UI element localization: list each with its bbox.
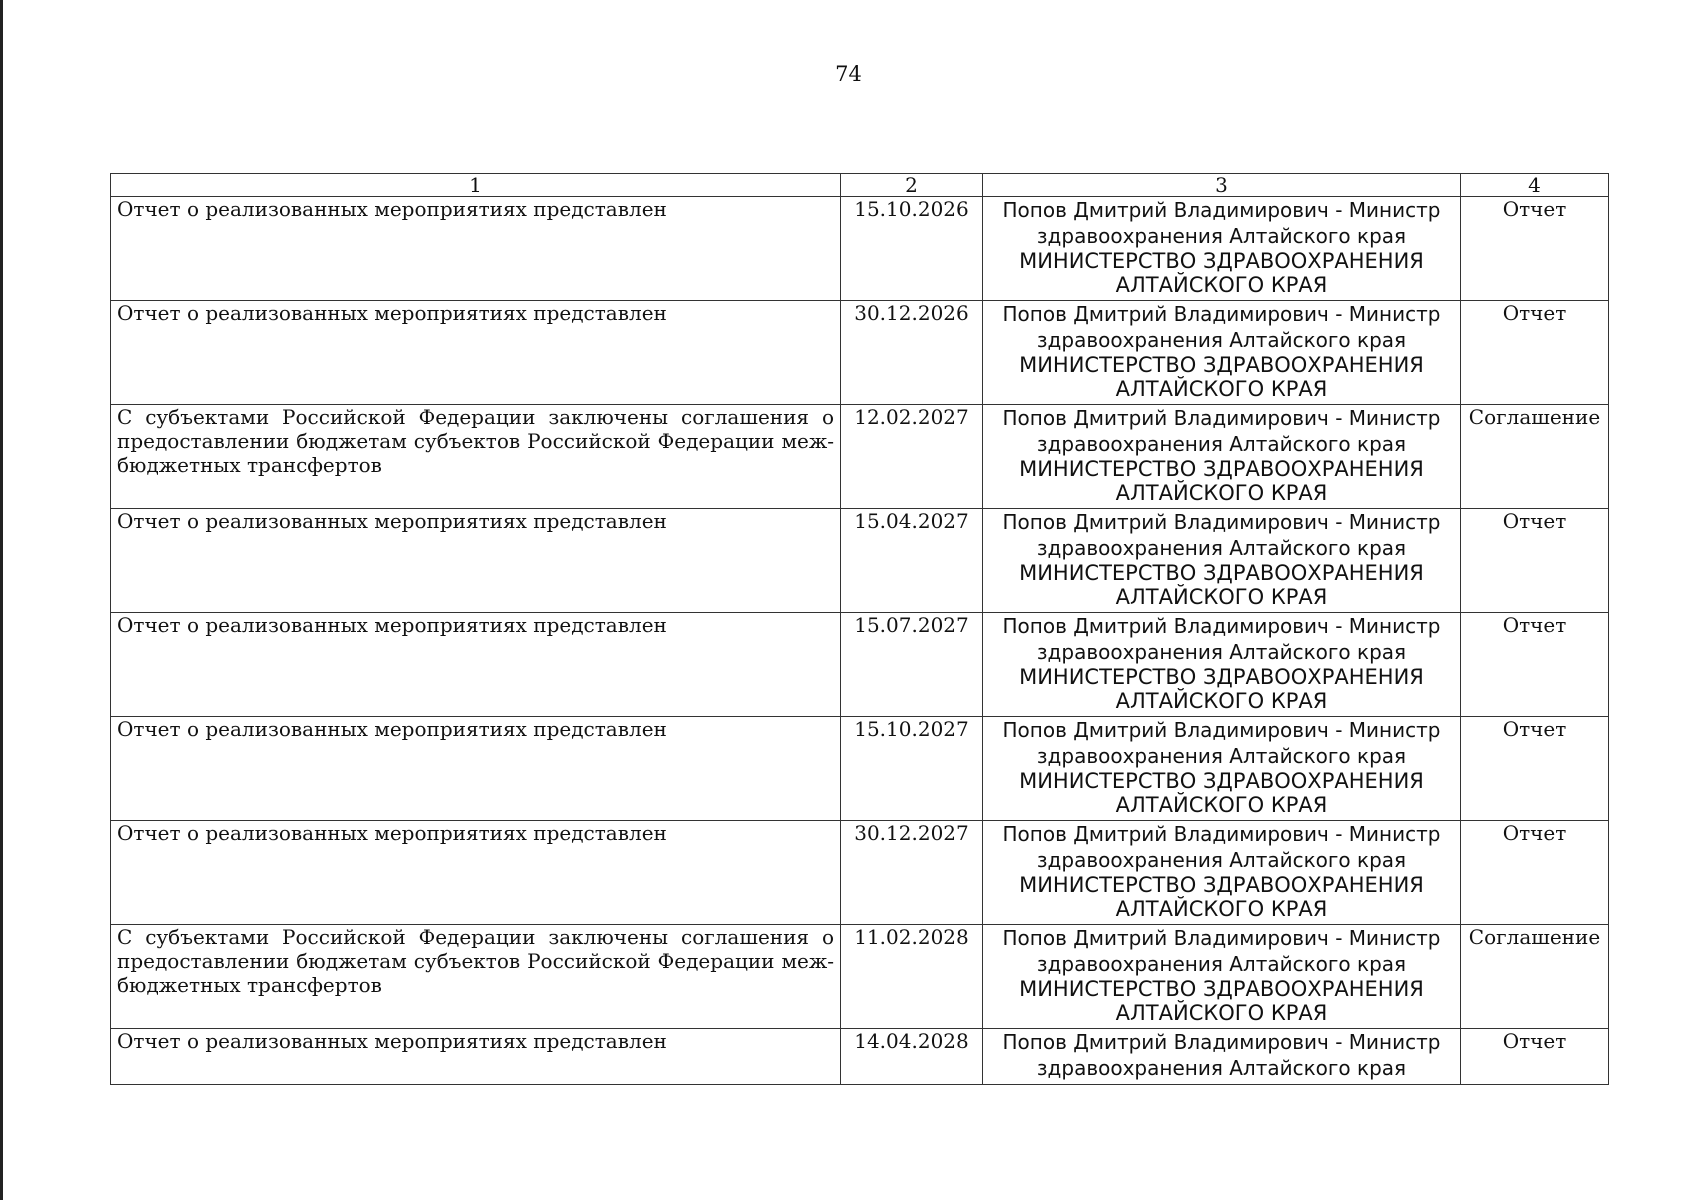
responsible-person: Попов Дмитрий Владимирович - Министр здравоохранения Алтайского края bbox=[1002, 926, 1441, 976]
responsible-cell bbox=[983, 405, 1461, 509]
event-cell: Отчет о реализованных мероприятиях представлен bbox=[111, 1029, 841, 1085]
date-cell: 30.12.2027 bbox=[841, 821, 983, 925]
table-row bbox=[111, 717, 1609, 821]
document-type-cell: Отчет bbox=[1461, 301, 1609, 405]
responsible-person: Попов Дмитрий Владимирович - Министр здравоохранения Алтайского края bbox=[1002, 302, 1441, 352]
date-cell: 12.02.2027 bbox=[841, 405, 983, 509]
event-cell: Отчет о реализованных мероприятиях представлен bbox=[111, 197, 841, 301]
document-type-cell: Соглашение bbox=[1461, 405, 1609, 509]
responsible-cell bbox=[983, 1029, 1461, 1085]
event-cell: Отчет о реализованных мероприятиях представлен bbox=[111, 613, 841, 717]
responsible-cell bbox=[983, 197, 1461, 301]
responsible-organization: МИНИСТЕРСТВО ЗДРАВООХРАНЕНИЯ АЛТАЙСКОГО КРАЯ bbox=[1019, 561, 1424, 609]
responsible-cell bbox=[983, 509, 1461, 613]
responsible-person: Попов Дмитрий Владимирович - Министр здравоохранения Алтайского края bbox=[1002, 406, 1441, 456]
responsible-person: Попов Дмитрий Владимирович - Министр здравоохранения Алтайского края bbox=[1002, 198, 1441, 248]
date-cell: 15.07.2027 bbox=[841, 613, 983, 717]
page-number: 74 bbox=[835, 62, 862, 86]
date-cell: 15.10.2026 bbox=[841, 197, 983, 301]
responsible-organization: МИНИСТЕРСТВО ЗДРАВООХРАНЕНИЯ АЛТАЙСКОГО КРАЯ bbox=[1019, 873, 1424, 921]
table-row bbox=[111, 301, 1609, 405]
table-row bbox=[111, 821, 1609, 925]
responsible-cell bbox=[983, 301, 1461, 405]
event-cell: Отчет о реализованных мероприятиях представлен bbox=[111, 821, 841, 925]
responsible-organization: МИНИСТЕРСТВО ЗДРАВООХРАНЕНИЯ АЛТАЙСКОГО КРАЯ bbox=[1019, 353, 1424, 401]
event-cell: Отчет о реализованных мероприятиях представлен bbox=[111, 717, 841, 821]
header-cell: 1 bbox=[111, 174, 841, 197]
document-type-cell: Отчет bbox=[1461, 613, 1609, 717]
responsible-person: Попов Дмитрий Владимирович - Министр здравоохранения Алтайского края bbox=[1002, 510, 1441, 560]
table-row bbox=[111, 197, 1609, 301]
responsible-cell bbox=[983, 717, 1461, 821]
header-cell: 4 bbox=[1461, 174, 1609, 197]
date-cell: 11.02.2028 bbox=[841, 925, 983, 1029]
event-cell: Отчет о реализованных мероприятиях представлен bbox=[111, 301, 841, 405]
date-cell: 15.10.2027 bbox=[841, 717, 983, 821]
responsible-person: Попов Дмитрий Владимирович - Министр здравоохранения Алтайского края bbox=[1002, 718, 1441, 768]
responsible-cell bbox=[983, 925, 1461, 1029]
schedule-table bbox=[110, 173, 1609, 1085]
responsible-organization: МИНИСТЕРСТВО ЗДРАВООХРАНЕНИЯ АЛТАЙСКОГО КРАЯ bbox=[1019, 457, 1424, 505]
document-type-cell: Отчет bbox=[1461, 197, 1609, 301]
responsible-person: Попов Дмитрий Владимирович - Министр здравоохранения Алтайского края bbox=[1002, 822, 1441, 872]
table-body bbox=[111, 197, 1609, 1085]
responsible-organization: МИНИСТЕРСТВО ЗДРАВООХРАНЕНИЯ АЛТАЙСКОГО КРАЯ bbox=[1019, 769, 1424, 817]
document-type-cell: Отчет bbox=[1461, 509, 1609, 613]
responsible-cell bbox=[983, 821, 1461, 925]
responsible-person: Попов Дмитрий Владимирович - Министр здравоохранения Алтайского края bbox=[1002, 1030, 1441, 1080]
responsible-organization: МИНИСТЕРСТВО ЗДРАВООХРАНЕНИЯ АЛТАЙСКОГО КРАЯ bbox=[1019, 249, 1424, 297]
date-cell: 15.04.2027 bbox=[841, 509, 983, 613]
event-cell: Отчет о реализованных мероприятиях представлен bbox=[111, 509, 841, 613]
table-row bbox=[111, 1029, 1609, 1085]
responsible-organization: МИНИСТЕРСТВО ЗДРАВООХРАНЕНИЯ АЛТАЙСКОГО КРАЯ bbox=[1019, 977, 1424, 1025]
responsible-cell bbox=[983, 613, 1461, 717]
document-type-cell: Отчет bbox=[1461, 717, 1609, 821]
table-row bbox=[111, 509, 1609, 613]
date-cell: 14.04.2028 bbox=[841, 1029, 983, 1085]
header-cell: 3 bbox=[983, 174, 1461, 197]
header-row bbox=[111, 174, 1609, 197]
responsible-person: Попов Дмитрий Владимирович - Министр здравоохранения Алтайского края bbox=[1002, 614, 1441, 664]
event-cell: С субъектами Российской Федерации заключены соглашения о предоставлении бюджетам субъектов Российской Федерации меж-бюджетных трансфертов bbox=[111, 405, 841, 509]
responsible-organization: МИНИСТЕРСТВО ЗДРАВООХРАНЕНИЯ АЛТАЙСКОГО КРАЯ bbox=[1019, 665, 1424, 713]
table-row bbox=[111, 613, 1609, 717]
scan-edge bbox=[0, 0, 3, 1200]
document-type-cell: Отчет bbox=[1461, 1029, 1609, 1085]
table-row bbox=[111, 405, 1609, 509]
document-type-cell: Отчет bbox=[1461, 821, 1609, 925]
document-type-cell: Соглашение bbox=[1461, 925, 1609, 1029]
table-row bbox=[111, 925, 1609, 1029]
header-cell: 2 bbox=[841, 174, 983, 197]
date-cell: 30.12.2026 bbox=[841, 301, 983, 405]
event-cell: С субъектами Российской Федерации заключены соглашения о предоставлении бюджетам субъектов Российской Федерации меж-бюджетных трансфертов bbox=[111, 925, 841, 1029]
